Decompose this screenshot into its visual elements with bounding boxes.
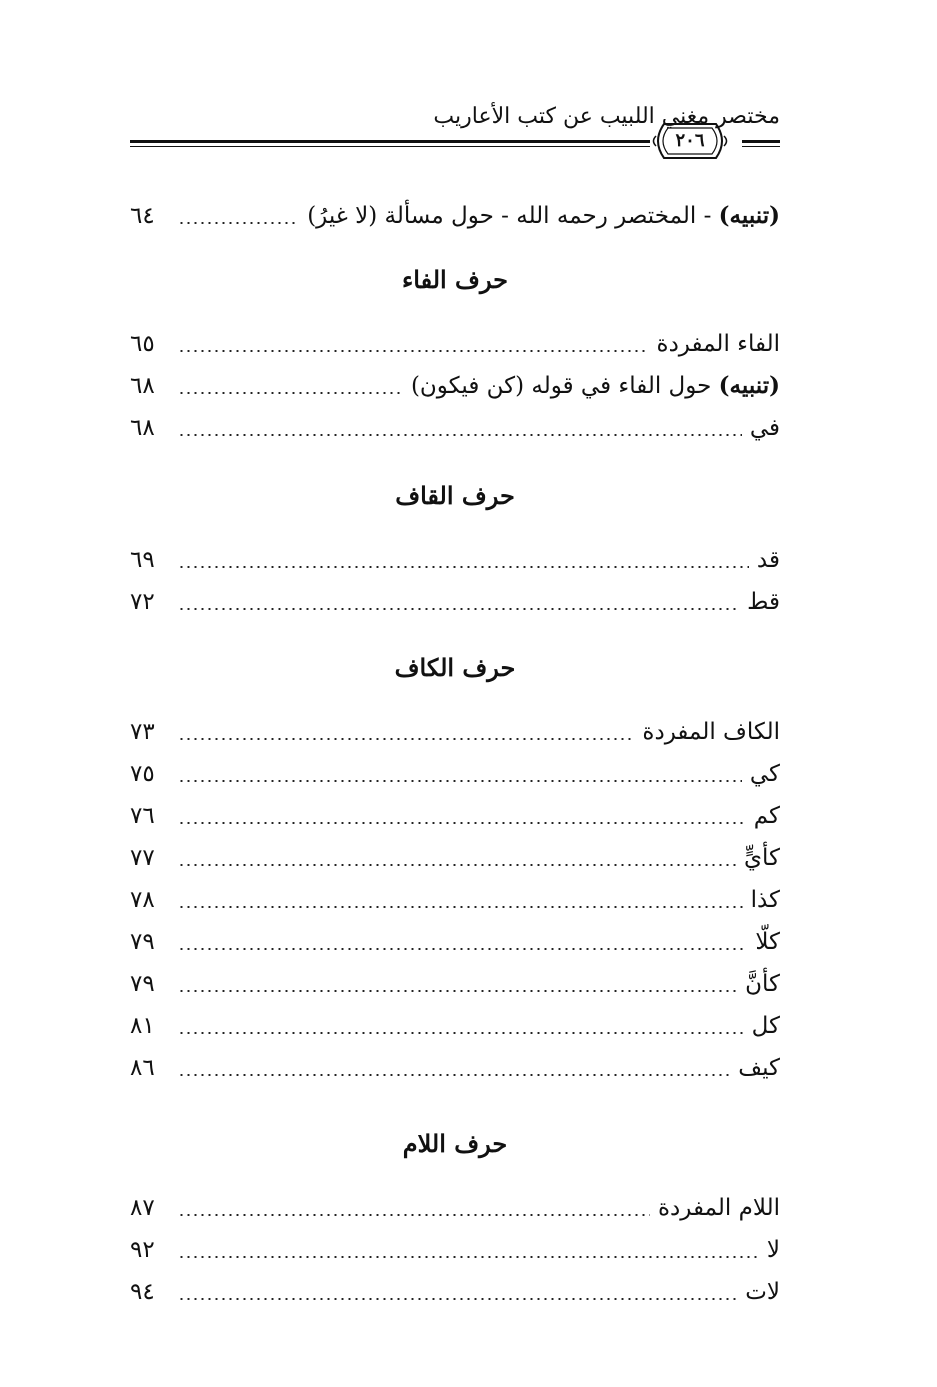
entry-page: ٨٦ [130,1055,155,1081]
leader-dots [178,566,749,568]
entry-page: ٩٢ [130,1237,155,1263]
leader-dots [178,350,649,352]
entry-label: كي [749,761,780,787]
toc-entry [130,539,780,581]
running-header [130,100,780,160]
leader-dots [178,392,403,394]
entry-page: ٧٩ [130,971,155,997]
entry-label: الفاء المفردة [656,331,780,357]
leader-dots [178,948,747,950]
entry-label: كل [751,1013,780,1039]
leader-dots [178,1256,759,1258]
header-rule-thin [130,146,650,147]
entry-label: قط [747,589,780,615]
toc-entry [130,795,780,837]
entry-page: ٦٨ [130,415,155,441]
entry-page: ٧٣ [130,719,155,745]
header-rule-tail-thin [742,146,780,147]
header-rule [130,140,650,143]
entry-label: حول الفاء في قوله (كن فيكون) [410,373,719,399]
header-rule-tail [742,140,780,143]
entry-label: كم [753,803,780,829]
leader-dots [178,1074,730,1076]
entry-page: ٦٩ [130,547,155,573]
toc-entry [130,837,780,879]
toc-entry [130,1187,780,1229]
toc-entry [130,711,780,753]
leader-dots [178,780,742,782]
toc-entry [130,1229,780,1271]
toc-entry [130,753,780,795]
entry-page: ٦٥ [130,331,155,357]
entry-page: ٧٧ [130,845,155,871]
entry-label: - المختصر رحمه الله - حول مسألة (لا غيرُ) [307,203,719,229]
leader-dots [178,738,634,740]
leader-dots [178,822,746,824]
entry-page: ٨١ [130,1013,155,1039]
leader-dots [178,222,299,224]
entry-label: كذا [750,887,780,913]
leader-dots [178,434,742,436]
entry-page: ٦٨ [130,373,155,399]
toc-entry [130,879,780,921]
toc-entry [130,1271,780,1313]
entry-label: كأيٍّ [744,845,780,871]
leader-dots [178,1214,650,1216]
entry-note-label: (تنبيه) [718,372,780,399]
entry-label: قد [756,547,780,573]
toc-list [130,195,780,1313]
leader-dots [178,906,743,908]
leader-dots [178,1032,744,1034]
entry-label: في [749,415,780,441]
entry-label: كيف [738,1055,780,1081]
entry-page: ٧٥ [130,761,155,787]
section-title: حرف اللام [402,1129,508,1158]
entry-page: ٧٦ [130,803,155,829]
entry-label: كأنَّ [745,971,780,997]
leader-dots [178,608,739,610]
toc-entry [130,1047,780,1089]
toc-entry [130,195,780,237]
entry-page: ٧٢ [130,589,155,615]
entry-page: ٦٤ [130,203,155,229]
entry-label: الكاف المفردة [642,719,780,745]
entry-label: لات [745,1279,780,1305]
book-title: مختصر مغني اللبيب عن كتب الأعاريب [433,104,780,129]
toc-entry [130,921,780,963]
section-title: حرف الكاف [394,653,516,682]
section-title: حرف القاف [395,481,515,510]
entry-page: ٩٤ [130,1279,155,1305]
page-number: ٢٠٦ [675,130,705,151]
toc-entry [130,365,780,407]
toc-entry [130,1005,780,1047]
leader-dots [178,864,736,866]
toc-entry [130,407,780,449]
entry-page: ٧٩ [130,929,155,955]
section-title: حرف الفاء [401,265,509,294]
entry-page: ٨٧ [130,1195,155,1221]
toc-entry [130,323,780,365]
entry-label: كلّا [755,929,780,955]
entry-label: لا [766,1237,780,1263]
entry-note-label: (تنبيه) [718,202,780,229]
leader-dots [178,1298,737,1300]
entry-page: ٧٨ [130,887,155,913]
toc-entry [130,581,780,623]
toc-entry [130,963,780,1005]
leader-dots [178,990,737,992]
entry-label: اللام المفردة [658,1195,780,1221]
